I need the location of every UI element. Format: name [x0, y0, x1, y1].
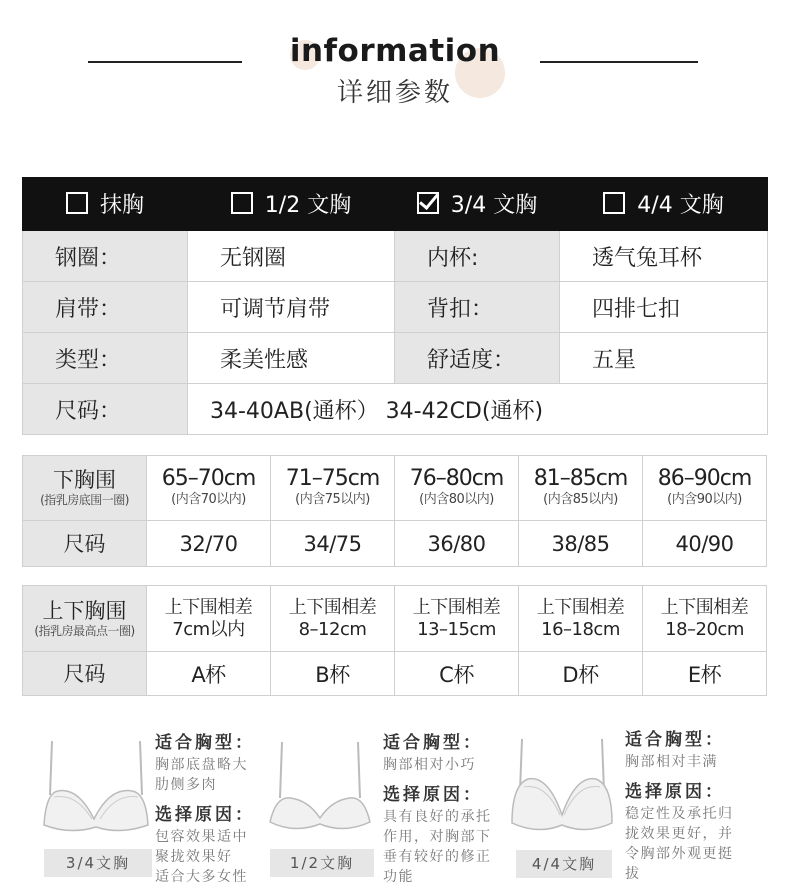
spec-value: 四排七扣 — [560, 282, 768, 333]
size-value: 32/70 — [147, 521, 271, 567]
cup-option[interactable] — [395, 178, 560, 231]
cup-option[interactable] — [23, 178, 188, 231]
checkbox-icon — [66, 192, 88, 214]
size-value: 34/75 — [271, 521, 395, 567]
spec-label: 钢圈： — [23, 231, 188, 282]
underbust-table — [22, 455, 767, 567]
underbust-range: 65–70cm (内含70以内) — [147, 456, 271, 521]
spec-value: 无钢圈 — [188, 231, 395, 282]
cupdiff-label-cell — [23, 586, 147, 652]
cup-size-value: E杯 — [643, 652, 767, 696]
cupdiff-range: 上下围相差 7cm以内 — [147, 586, 271, 652]
spec-label: 内杯: — [395, 231, 560, 282]
size-label: 尺码 — [23, 521, 147, 567]
style-description: 适合胸型： 胸部相对丰满 选择原因： 稳定性及承托归 拢效果更好，并 令胸部外观更挺 拔 — [625, 730, 734, 882]
underbust-label: 下胸围 — [53, 468, 116, 492]
spec-label: 背扣： — [395, 282, 560, 333]
cupdiff-range: 上下围相差 18–20cm — [643, 586, 767, 652]
bra-illustration-3-4 — [40, 735, 152, 835]
underbust-range: 86–90cm (内含90以内) — [643, 456, 767, 521]
spec-value: 柔美性感 — [188, 333, 395, 384]
bra-illustration-1-2 — [266, 738, 374, 838]
page-header — [0, 0, 790, 150]
style-tag: 4/4文胸 — [516, 850, 612, 878]
cup-size-value: B杯 — [271, 652, 395, 696]
cupdiff-label: 上下胸围 — [42, 598, 127, 623]
spec-label: 类型： — [23, 333, 188, 384]
spec-label: 尺码： — [23, 384, 188, 435]
underbust-range: 71–75cm (内含75以内) — [271, 456, 395, 521]
spec-table — [22, 177, 768, 435]
style-tag: 3/4文胸 — [44, 849, 152, 877]
cupdiff-table — [22, 585, 767, 696]
cupdiff-sub: (指乳房最高点一圈) — [34, 623, 135, 638]
spec-label: 舒适度： — [395, 333, 560, 384]
spec-value: 透气兔耳杯 — [560, 231, 768, 282]
checkbox-icon — [603, 192, 625, 214]
size-value: 36/80 — [395, 521, 519, 567]
cup-size-value: D杯 — [519, 652, 643, 696]
style-tag: 1/2文胸 — [270, 849, 374, 877]
cup-size-value: A杯 — [147, 652, 271, 696]
style-description: 适合胸型： 胸部相对小巧 选择原因： 具有良好的承托 作用，对胸部下 垂有较好的修正 功能 — [383, 733, 492, 885]
size-value: 38/85 — [519, 521, 643, 567]
cupdiff-range: 上下围相差 13–15cm — [395, 586, 519, 652]
cup-option[interactable] — [560, 178, 768, 231]
spec-value: 可调节肩带 — [188, 282, 395, 333]
cupdiff-range: 上下围相差 16–18cm — [519, 586, 643, 652]
size-label: 尺码 — [23, 652, 147, 696]
bra-illustration-4-4 — [508, 735, 616, 835]
checkbox-checked-icon — [417, 192, 439, 214]
spec-value: 五星 — [560, 333, 768, 384]
title-english: information — [289, 33, 501, 69]
cup-type-row — [23, 178, 768, 231]
underbust-label-cell — [23, 456, 147, 521]
underbust-sub: (指乳房底围一圈) — [40, 493, 129, 507]
style-description: 适合胸型： 胸部底盘略大 肋侧多肉 选择原因： 包容效果适中 聚拢效果好 适合大多女性 — [155, 733, 255, 885]
spec-value: 34-40AB(通杯） 34-42CD(通杯) — [188, 384, 768, 435]
underbust-range: 81–85cm (内含85以内) — [519, 456, 643, 521]
checkbox-icon — [231, 192, 253, 214]
title-chinese: 详细参数 — [336, 78, 453, 108]
cup-size-value: C杯 — [395, 652, 519, 696]
size-value: 40/90 — [643, 521, 767, 567]
cup-option[interactable] — [188, 178, 395, 231]
cupdiff-range: 上下围相差 8–12cm — [271, 586, 395, 652]
cup-label: 抹胸 — [99, 192, 144, 218]
cup-label: 1/2 文胸 — [264, 192, 352, 218]
cup-label: 4/4 文胸 — [637, 192, 724, 218]
cup-label: 3/4 文胸 — [450, 192, 538, 218]
underbust-range: 76–80cm (内含80以内) — [395, 456, 519, 521]
spec-label: 肩带： — [23, 282, 188, 333]
